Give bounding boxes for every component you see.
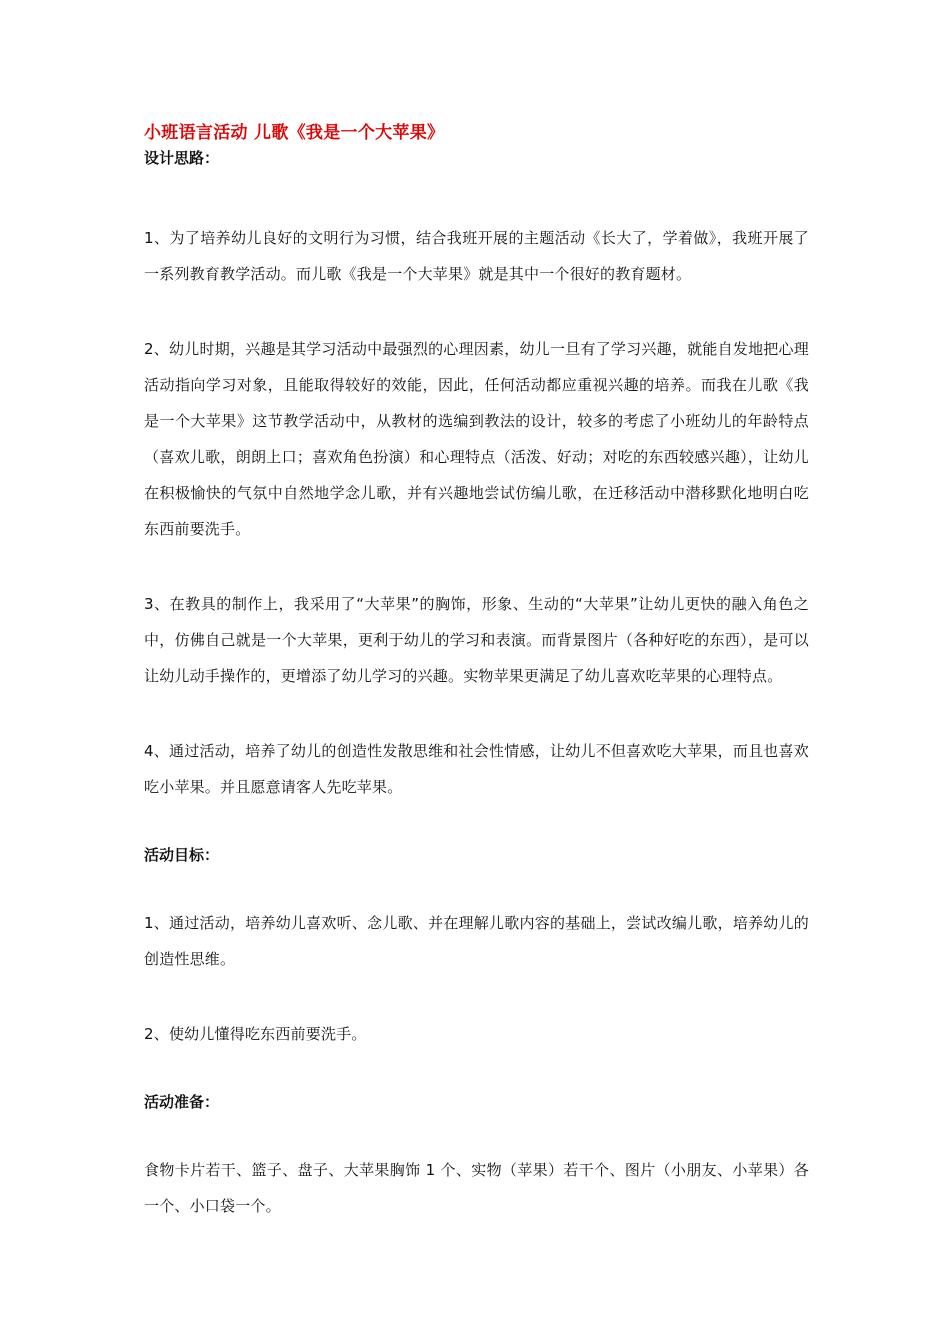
design-ideas-paragraph-2: 2、幼儿时期，兴趣是其学习活动中最强烈的心理因素，幼儿一旦有了学习兴趣，就能自发地把心理活动指向学习对象，且能取得较好的效能，因此，任何活动都应重视兴趣的培养。而我在儿歌《我是一个大苹果》这节教学活动中，从教材的选编到教法的设计，较多的考虑了小班幼儿的年龄特点（喜欢儿歌，朗朗上口；喜欢角色扮演）和心理特点（活泼、好动；对吃的东西较感兴趣），让幼儿在积极愉快的气氛中自然地学念儿歌，并有兴趣地尝试仿编儿歌，在迁移活动中潜移默化地明白吃东西前要洗手。: [144, 340, 809, 538]
document-page: [144, 120, 809, 1224]
activity-preparation-paragraph-1: 食物卡片若干、篮子、盘子、大苹果胸饰 1 个、实物（苹果）若干个、图片（小朋友、小苹果）各一个、小口袋一个。: [144, 1161, 809, 1215]
activity-goals-paragraph-2: 2、使幼儿懂得吃东西前要洗手。: [144, 1025, 367, 1043]
design-ideas-paragraph-1: 1、为了培养幼儿良好的文明行为习惯，结合我班开展的主题活动《长大了，学着做》，我班开展了一系列教育教学活动。而儿歌《我是一个大苹果》就是其中一个很好的教育题材。: [144, 229, 809, 283]
activity-goals-paragraph-1: 1、通过活动，培养幼儿喜欢听、念儿歌、并在理解儿歌内容的基础上，尝试改编儿歌，培养幼儿的创造性思维。: [144, 914, 809, 968]
section-heading-activity-goals: 活动目标：: [144, 846, 220, 864]
design-ideas-paragraph-4: 4、通过活动，培养了幼儿的创造性发散思维和社会性情感，让幼儿不但喜欢吃大苹果，而且也喜欢吃小苹果。并且愿意请客人先吃苹果。: [144, 742, 809, 796]
section-heading-design-ideas: 设计思路：: [144, 149, 220, 167]
document-title: 小班语言活动 儿歌《我是一个大苹果》: [144, 123, 445, 143]
section-heading-activity-preparation: 活动准备：: [144, 1093, 220, 1111]
design-ideas-paragraph-3: 3、在教具的制作上，我采用了“大苹果”的胸饰，形象、生动的“大苹果”让幼儿更快的融入角色之中，仿佛自己就是一个大苹果，更利于幼儿的学习和表演。而背景图片（各种好吃的东西），是可以让幼儿动手操作的，更增添了幼儿学习的兴趣。实物苹果更满足了幼儿喜欢吃苹果的心理特点。: [144, 595, 809, 685]
